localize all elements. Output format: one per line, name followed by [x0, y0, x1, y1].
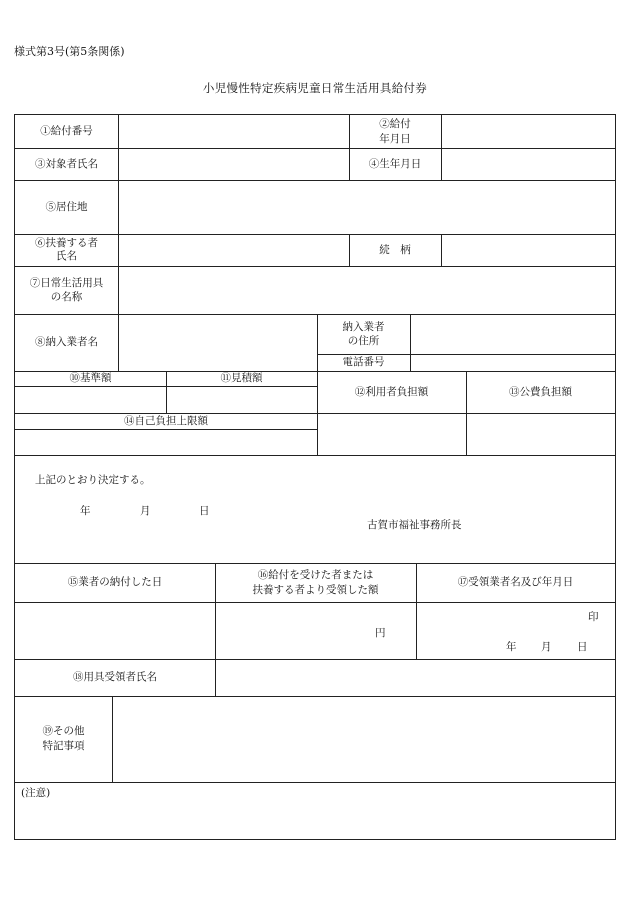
residence-field[interactable]	[119, 181, 614, 234]
label-equipment-line2: の名称	[50, 291, 83, 303]
label-guardian-name	[15, 234, 118, 266]
label-special-notes-line2: 特記事項	[42, 740, 85, 752]
copay-limit-field[interactable]	[15, 430, 317, 455]
label-residence: ⑤居住地	[45, 200, 88, 213]
supplier-address-field[interactable]	[411, 315, 614, 354]
user-burden-field[interactable]	[318, 414, 466, 455]
equipment-recipient-field[interactable]	[216, 660, 615, 696]
label-equipment-recipient: ⑱用具受領者氏名	[73, 671, 157, 684]
received-amount-field[interactable]	[216, 603, 416, 659]
label-standard-amount: ⑩基準額	[69, 372, 112, 385]
label-subject-name: ③対象者氏名	[35, 157, 98, 170]
label-benefit-date-line1: ②給付	[379, 118, 411, 131]
label-guardian-line2: 氏名	[56, 250, 77, 262]
relationship-field[interactable]	[442, 235, 614, 266]
label-received-amount-line1: ⑯給付を受けた者または	[257, 569, 374, 582]
notes-heading: (注意)	[21, 787, 51, 799]
label-benefit-number: ①給付番号	[40, 125, 93, 138]
label-user-burden: ⑫利用者負担額	[354, 385, 429, 398]
decision-year-label: 年	[80, 505, 91, 517]
label-public-burden: ⑬公費負担額	[509, 385, 572, 398]
yen-unit: 円	[375, 627, 386, 639]
birth-date-field[interactable]	[442, 149, 614, 180]
label-supplier-address-line2: の住所	[347, 335, 380, 347]
equipment-name-field[interactable]	[119, 267, 614, 314]
label-phone-number: 電話番号	[342, 356, 385, 369]
receipt-month-label: 月	[541, 641, 552, 653]
label-equipment-line1: ⑦日常生活用具	[29, 276, 104, 289]
seal-mark: 印	[588, 611, 599, 623]
delivery-date-field[interactable]	[15, 603, 215, 659]
label-received-amount	[215, 563, 416, 602]
label-delivery-date: ⑮業者の納付した日	[67, 576, 163, 589]
subject-name-field[interactable]	[119, 149, 349, 180]
decision-month-label: 月	[140, 505, 151, 517]
label-estimate-amount: ⑪見積額	[220, 372, 263, 385]
form-number: 様式第3号(第5条関係)	[14, 45, 125, 58]
phone-number-field[interactable]	[411, 355, 614, 371]
label-copay-limit: ⑭自己負担上限額	[124, 414, 208, 427]
label-receiving-supplier: ⑰受領業者名及び年月日	[457, 576, 574, 589]
label-supplier-address-line1: 納入業者	[342, 320, 385, 333]
label-relationship: 続 柄	[379, 243, 411, 256]
estimate-amount-field[interactable]	[167, 387, 317, 413]
decision-day-label: 日	[199, 505, 210, 517]
standard-amount-field[interactable]	[15, 387, 166, 413]
decision-statement: 上記のとおり決定する。	[35, 474, 151, 486]
voucher-form-table	[14, 114, 616, 840]
label-equipment-name	[15, 266, 118, 314]
public-burden-field[interactable]	[467, 414, 615, 455]
label-supplier-address	[317, 314, 410, 354]
issuer-name: 古賀市福祉事務所長	[367, 519, 462, 531]
supplier-name-field[interactable]	[119, 315, 317, 371]
guardian-name-field[interactable]	[119, 235, 349, 266]
benefit-date-field[interactable]	[442, 116, 614, 148]
special-notes-field[interactable]	[113, 697, 615, 782]
row-divider	[15, 455, 615, 456]
label-received-amount-line2: 扶養する者より受領した額	[252, 583, 379, 596]
label-benefit-date-line2: 年月日	[379, 132, 411, 145]
receipt-day-label: 日	[577, 641, 588, 653]
label-supplier-name: ⑧納入業者名	[35, 336, 98, 349]
receipt-year-label: 年	[506, 641, 517, 653]
benefit-number-field[interactable]	[119, 116, 349, 148]
label-benefit-date	[349, 115, 441, 148]
label-birth-date: ④生年月日	[368, 157, 422, 170]
label-guardian-line1: ⑥扶養する者	[35, 236, 98, 249]
document-title: 小児慢性特定疾病児童日常生活用具給付券	[202, 81, 428, 95]
label-special-notes	[15, 696, 112, 782]
row-divider	[15, 782, 615, 783]
label-special-notes-line1: ⑲その他	[42, 725, 85, 738]
